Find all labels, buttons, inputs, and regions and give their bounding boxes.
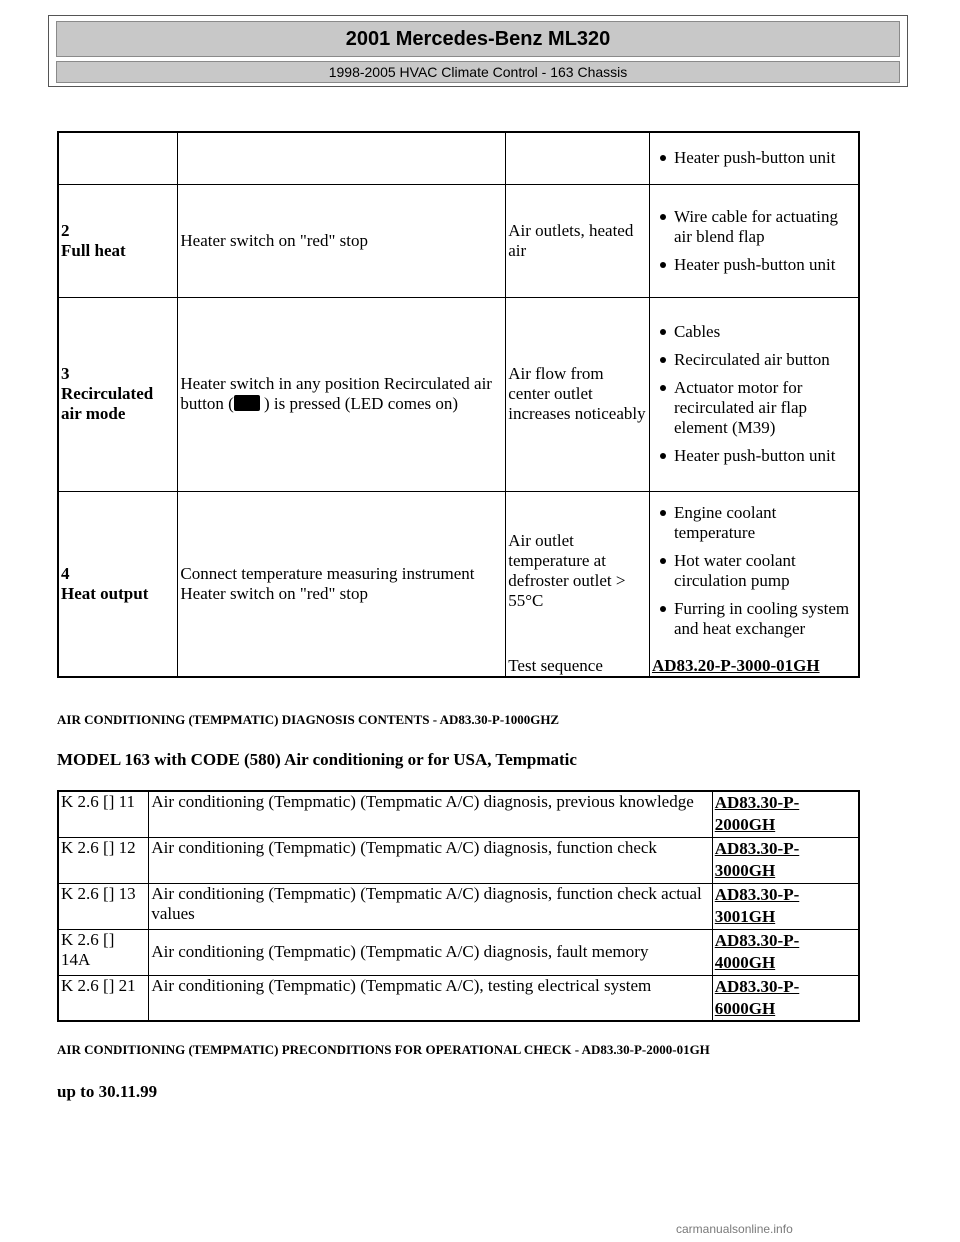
code-link[interactable] bbox=[712, 929, 859, 975]
step-number: 4 bbox=[61, 563, 70, 583]
table-row bbox=[58, 929, 859, 975]
step-number: 2 bbox=[61, 220, 70, 240]
causes-cell bbox=[649, 491, 859, 651]
step-number: 3 bbox=[61, 364, 70, 383]
step-cell bbox=[58, 297, 178, 491]
table-row bbox=[58, 491, 859, 651]
table-row bbox=[58, 132, 859, 184]
list-item: Heater push-button unit bbox=[674, 148, 856, 168]
code-link[interactable] bbox=[712, 837, 859, 883]
ref-cell: K 2.6 [] 13 bbox=[58, 883, 149, 929]
condition-cell: Connect temperature measuring instrument Heater switch on "red" stop bbox=[178, 491, 506, 677]
code-link-part[interactable]: 3000GH bbox=[714, 860, 776, 880]
condition-text: Heater switch in any position Recirculated air button ( bbox=[180, 374, 492, 413]
list-item: Recirculated air button bbox=[674, 350, 856, 370]
condition-cell bbox=[178, 297, 506, 491]
code-link-part[interactable]: AD83.30-P- bbox=[714, 976, 800, 996]
list-item: Engine coolant temperature bbox=[674, 503, 856, 543]
step-cell bbox=[58, 491, 178, 677]
step-name: Full heat bbox=[61, 240, 126, 260]
ref-cell: K 2.6 [] 14A bbox=[58, 929, 149, 975]
document-title: 2001 Mercedes-Benz ML320 bbox=[56, 21, 900, 57]
causes-list bbox=[652, 503, 856, 639]
code-link-part[interactable]: 6000GH bbox=[714, 998, 776, 1018]
code-link-part[interactable]: AD83.30-P- bbox=[714, 793, 800, 812]
watermark: carmanualsonline.info bbox=[676, 1222, 793, 1236]
table-row bbox=[58, 297, 859, 491]
desc-cell: Air conditioning (Tempmatic) (Tempmatic A/C) diagnosis, function check actual values bbox=[149, 883, 712, 929]
test-sequence-cell bbox=[649, 651, 859, 677]
causes-list bbox=[652, 322, 856, 466]
ref-cell: K 2.6 [] 11 bbox=[58, 791, 149, 837]
code-link[interactable] bbox=[712, 883, 859, 929]
code-link-part[interactable]: AD83.30-P- bbox=[714, 930, 800, 950]
test-sequence-link[interactable]: AD83.20-P-3000-01GH bbox=[651, 656, 820, 675]
desc-cell: Air conditioning (Tempmatic) (Tempmatic A/C) diagnosis, fault memory bbox=[149, 929, 712, 975]
code-link-part[interactable]: AD83.30-P- bbox=[714, 884, 800, 904]
list-item: Cables bbox=[674, 322, 856, 342]
result-cell: Air outlets, heated air bbox=[506, 184, 650, 297]
diagnosis-steps-table bbox=[57, 131, 860, 678]
step-name: Heat output bbox=[61, 583, 149, 603]
result-cell: Air flow from center outlet increases noticeably bbox=[506, 297, 650, 491]
model-heading: MODEL 163 with CODE (580) Air conditioning or for USA, Tempmatic bbox=[57, 750, 577, 769]
header-banner bbox=[48, 15, 908, 87]
table-row bbox=[58, 883, 859, 929]
causes-cell bbox=[649, 184, 859, 297]
table-row bbox=[58, 975, 859, 1021]
list-item: Heater push-button unit bbox=[674, 255, 856, 275]
date-note: up to 30.11.99 bbox=[57, 1082, 158, 1101]
list-item: Actuator motor for recirculated air flap element (M39) bbox=[674, 378, 856, 438]
condition-text: ) is pressed (LED comes on) bbox=[259, 394, 459, 413]
code-link-part[interactable]: 3001GH bbox=[714, 906, 776, 926]
step-cell bbox=[58, 132, 178, 184]
desc-cell: Air conditioning (Tempmatic) (Tempmatic A/C), testing electrical system bbox=[149, 975, 712, 1021]
recirculation-icon bbox=[234, 395, 260, 411]
causes-list bbox=[652, 148, 856, 168]
causes-list bbox=[652, 207, 856, 275]
step-name: Recirculated air mode bbox=[61, 384, 154, 423]
list-item: Wire cable for actuating air blend flap bbox=[674, 207, 856, 247]
causes-cell bbox=[649, 297, 859, 491]
table-row bbox=[58, 837, 859, 883]
code-link-part[interactable]: 2000GH bbox=[714, 815, 776, 834]
result-cell: Air outlet temperature at defroster outlet > 55°C bbox=[506, 491, 650, 651]
list-item: Hot water coolant circulation pump bbox=[674, 551, 856, 591]
desc-cell: Air conditioning (Tempmatic) (Tempmatic A/C) diagnosis, previous knowledge bbox=[149, 791, 712, 837]
condition-cell: Heater switch on "red" stop bbox=[178, 184, 506, 297]
table-row bbox=[58, 184, 859, 297]
desc-cell: Air conditioning (Tempmatic) (Tempmatic A/C) diagnosis, function check bbox=[149, 837, 712, 883]
step-cell bbox=[58, 184, 178, 297]
section-heading-preconditions: AIR CONDITIONING (TEMPMATIC) PRECONDITIONS FOR OPERATIONAL CHECK - AD83.30-P-2000-01GH bbox=[57, 1042, 710, 1057]
code-link-part[interactable]: 4000GH bbox=[714, 952, 776, 972]
code-link-part[interactable]: AD83.30-P- bbox=[714, 838, 800, 858]
code-link[interactable] bbox=[712, 791, 859, 837]
result-cell bbox=[506, 132, 650, 184]
document-subtitle: 1998-2005 HVAC Climate Control - 163 Chassis bbox=[56, 61, 900, 83]
causes-cell bbox=[649, 132, 859, 184]
ref-cell: K 2.6 [] 21 bbox=[58, 975, 149, 1021]
section-heading-diagnosis-contents: AIR CONDITIONING (TEMPMATIC) DIAGNOSIS CONTENTS - AD83.30-P-1000GHZ bbox=[57, 712, 560, 727]
table-row bbox=[58, 791, 859, 837]
code-link[interactable] bbox=[712, 975, 859, 1021]
test-sequence-label: Test sequence bbox=[506, 651, 650, 677]
diagnosis-contents-table bbox=[57, 790, 860, 1022]
list-item: Furring in cooling system and heat exchanger bbox=[674, 599, 856, 639]
list-item: Heater push-button unit bbox=[674, 446, 856, 466]
ref-cell: K 2.6 [] 12 bbox=[58, 837, 149, 883]
condition-cell bbox=[178, 132, 506, 184]
